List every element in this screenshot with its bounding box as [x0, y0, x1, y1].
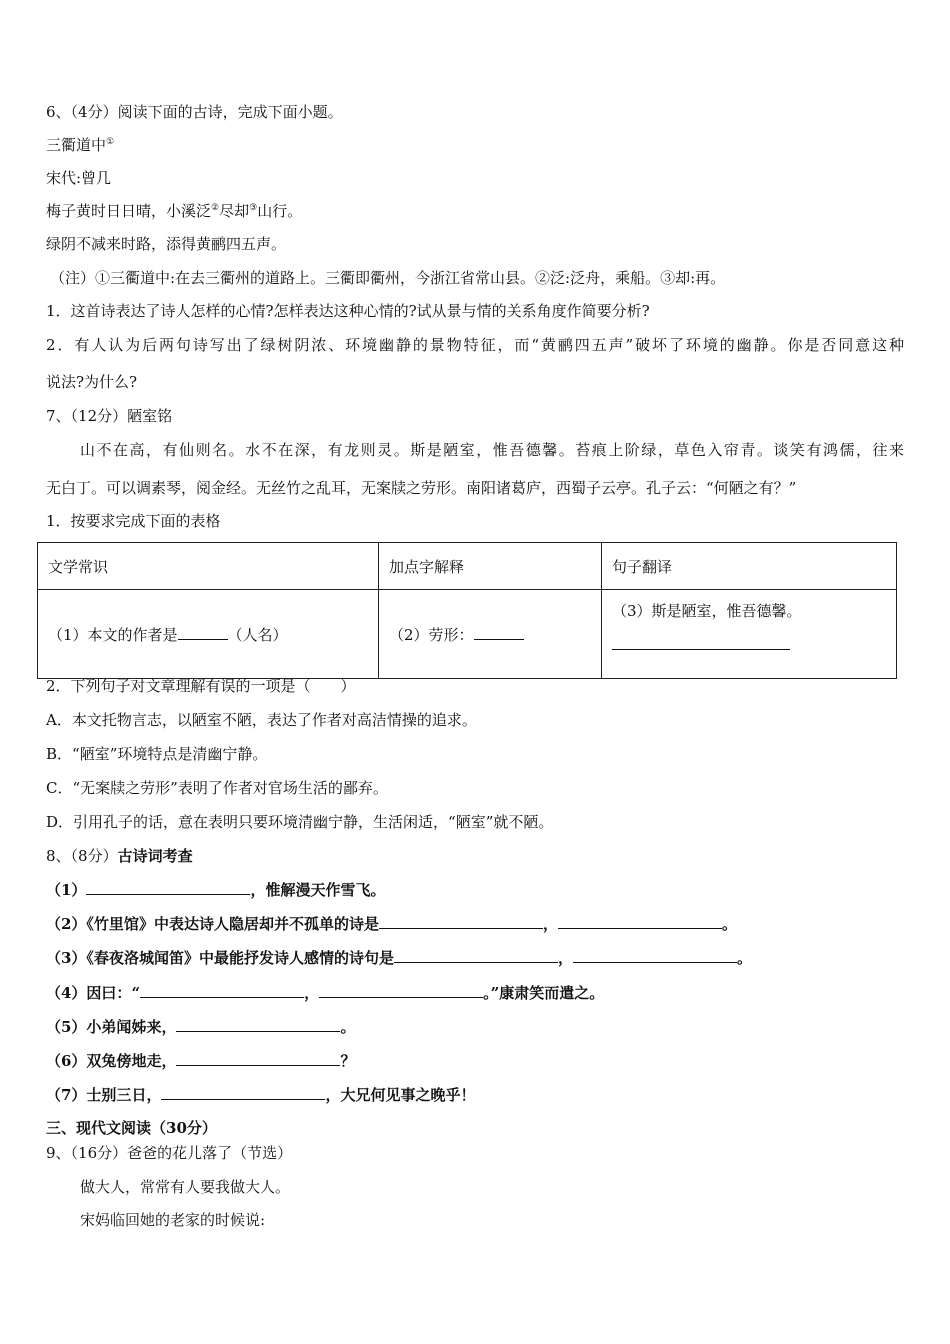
- footnote-2: ②: [211, 203, 220, 213]
- laoxing-blank[interactable]: [474, 625, 524, 640]
- q8-header: 8、（8分）古诗词考查: [46, 847, 193, 865]
- q6-sub2-line2: 说法?为什么?: [46, 373, 138, 391]
- blank-3b[interactable]: [573, 948, 737, 963]
- footnote-1: ①: [106, 137, 115, 147]
- option-a: A．本文托物言志，以陋室不陋，表达了作者对高洁情操的追求。: [46, 711, 477, 729]
- q7-text-line1: 山不在高，有仙则名。水不在深，有龙则灵。斯是陋室，惟吾德馨。苔痕上阶绿，草色入帘青。谈笑有鸿儒，往来: [80, 441, 904, 459]
- blank-2b[interactable]: [558, 914, 722, 929]
- q6-header: 6、（4分）阅读下面的古诗，完成下面小题。: [46, 103, 343, 121]
- q8-item-5: （5）小弟闻姊来， 。: [46, 1018, 356, 1036]
- q8-item-4: （4）因曰：“ ， 。”康肃笑而遣之。: [46, 984, 605, 1002]
- q9-header: 9、（16分）爸爸的花儿落了（节选）: [46, 1144, 293, 1162]
- q7-header: 7、（12分）陋室铭: [46, 407, 173, 425]
- q9-paragraph-2: 宋妈临回她的老家的时候说:: [80, 1211, 266, 1229]
- section-3-header: 三、现代文阅读（30分）: [46, 1119, 217, 1137]
- q8-item-1: （1） ，惟解漫天作雪飞。: [46, 881, 386, 899]
- answer-table: [37, 542, 897, 679]
- q6-sub2-line1: 2．有人认为后两句诗写出了绿树阴浓、环境幽静的景物特征，而“黄鹂四五声”破坏了环境的幽静。你是否同意这种: [46, 336, 904, 354]
- option-c: C．“无案牍之劳形”表明了作者对官场生活的鄙弃。: [46, 779, 388, 797]
- blank-7[interactable]: [161, 1085, 325, 1100]
- author-blank[interactable]: [178, 625, 228, 640]
- q7-sub2: 2．下列句子对文章理解有误的一项是（ ）: [46, 677, 356, 695]
- poem-notes: （注）①三衢道中:在去三衢州的道路上。三衢即衢州，今浙江省常山县。②泛:泛舟，乘船。③却:再。: [50, 269, 726, 287]
- q6-sub1: 1．这首诗表达了诗人怎样的心情?怎样表达这种心情的?试从景与情的关系角度作简要分析?: [46, 302, 650, 320]
- table-header-translation: 句子翻译: [602, 543, 897, 590]
- poem-author: 宋代:曾几: [46, 169, 112, 187]
- blank-2a[interactable]: [379, 914, 543, 929]
- option-b: B．“陋室”环境特点是清幽宁静。: [46, 745, 268, 763]
- table-cell-laoxing: （2）劳形：: [379, 590, 602, 679]
- q9-paragraph-1: 做大人，常常有人要我做大人。: [80, 1178, 291, 1196]
- poem-line-2: 绿阴不减来时路，添得黄鹂四五声。: [46, 235, 287, 253]
- q7-text-line2: 无白丁。可以调素琴，阅金经。无丝竹之乱耳，无案牍之劳形。南阳诸葛庐，西蜀子云亭。孔子云：“何陋之有？”: [46, 479, 797, 497]
- q7-sub1: 1．按要求完成下面的表格: [46, 512, 221, 530]
- q8-item-3: （3）《春夜洛城闻笛》中最能抒发诗人感情的诗句是 ， 。: [46, 949, 752, 967]
- table-cell-author: （1）本文的作者是 （人名）: [38, 590, 379, 679]
- blank-4b[interactable]: [319, 983, 483, 998]
- q8-item-7: （7）士别三日， ，大兄何见事之晚乎！: [46, 1086, 476, 1104]
- footnote-3: ③: [249, 203, 258, 213]
- poem-title: 三衢道中①: [46, 136, 115, 154]
- poem-line-1: 梅子黄时日日晴，小溪泛②尽却③山行。: [46, 202, 303, 220]
- blank-3a[interactable]: [394, 948, 558, 963]
- table-cell-translation: （3）斯是陋室，惟吾德馨。: [602, 590, 897, 679]
- table-header-literature: 文学常识: [38, 543, 379, 590]
- q8-item-6: （6）双兔傍地走， ？: [46, 1052, 356, 1070]
- blank-4a[interactable]: [140, 983, 304, 998]
- translation-blank[interactable]: [612, 635, 790, 650]
- option-d: D．引用孔子的话，意在表明只要环境清幽宁静，生活闲适，“陋室”就不陋。: [46, 813, 554, 831]
- blank-6[interactable]: [176, 1051, 340, 1066]
- table-header-word-explanation: 加点字解释: [379, 543, 602, 590]
- q8-item-2: （2）《竹里馆》中表达诗人隐居却并不孤单的诗是 ， 。: [46, 915, 737, 933]
- blank-1[interactable]: [86, 880, 250, 895]
- blank-5[interactable]: [176, 1017, 340, 1032]
